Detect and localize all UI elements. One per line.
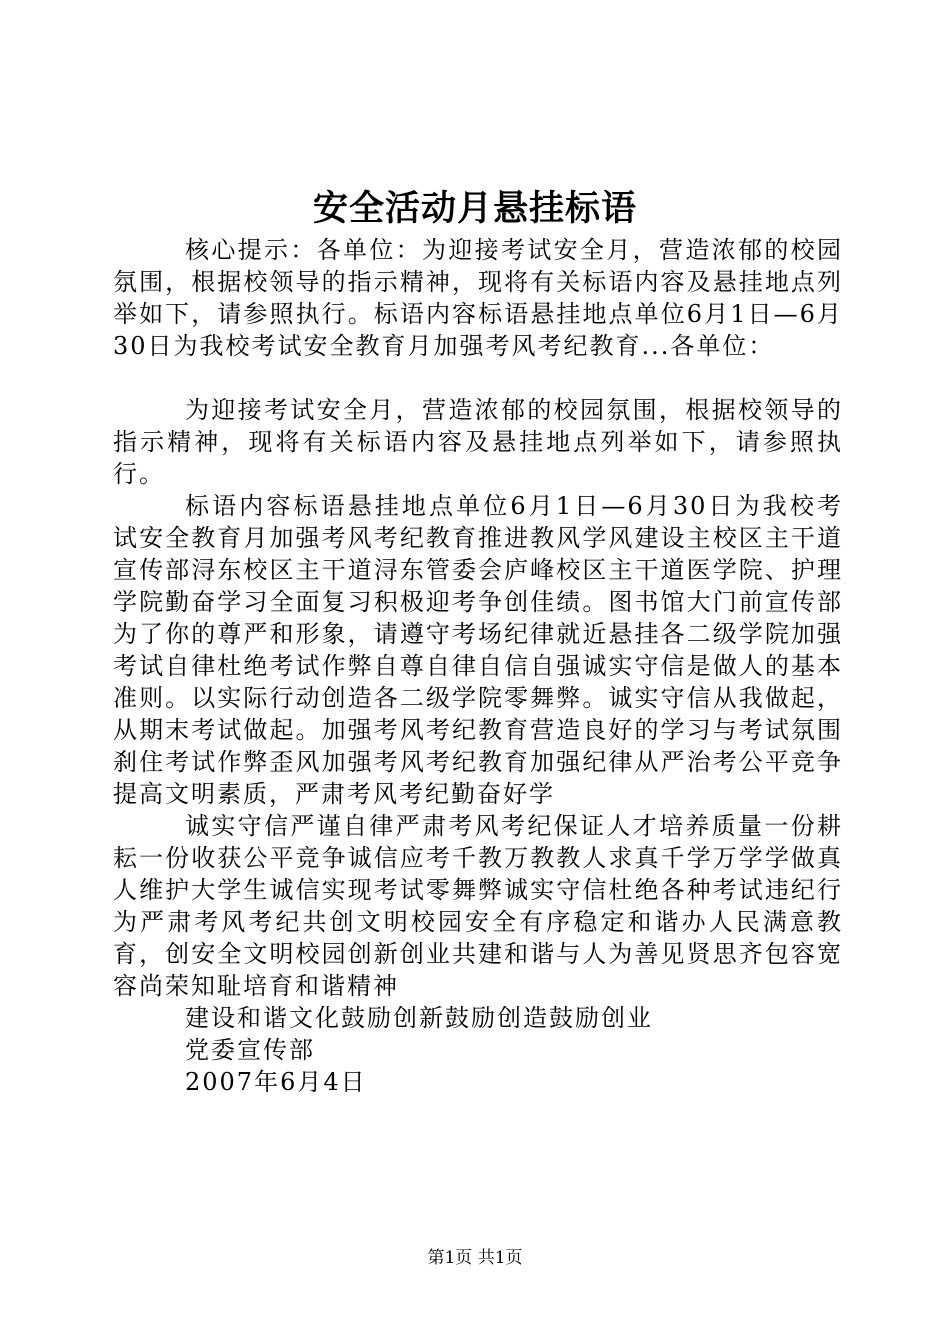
- page-number-footer: 第1页 共1页: [427, 1248, 523, 1268]
- document-body: [113, 234, 843, 1098]
- document-title: 安全活动月悬挂标语: [312, 188, 637, 229]
- intro-paragraph: 为迎接考试安全月，营造浓郁的校园氛围，根据校领导的指示精神，现将有关标语内容及悬挂地点列举如下，请参照执行。: [113, 396, 843, 488]
- slogan-location-paragraph: 标语内容标语悬挂地点单位6月1日—6月30日为我校考试安全教育月加强考风考纪教育推进教风学风建设主校区主干道宣传部浔东校区主干道浔东管委会庐峰校区主干道医学院、护理学院勤奋学习全面复习积极迎考争创佳绩。图书馆大门前宣传部为了你的尊严和形象，请遵守考场纪律就近悬挂各二级学院加强考试自律杜绝考试作弊自尊自律自信自强诚实守信是做人的基本准则。以实际行动创造各二级学院零舞弊。诚实守信从我做起，从期末考试做起。加强考风考纪教育营造良好的学习与考试氛围刹住考试作弊歪风加强考风考纪教育加强纪律从严治考公平竞争提高文明素质，严肃考风考纪勤奋好学: [113, 492, 843, 808]
- culture-slogan-line: 建设和谐文化鼓励创新鼓励创造鼓励创业: [185, 1004, 653, 1032]
- issuer-line: 党委宣传部: [185, 1036, 315, 1064]
- date-line: 2007年6月4日: [185, 1068, 367, 1096]
- summary-paragraph: 核心提示：各单位：为迎接考试安全月，营造浓郁的校园氛围，根据校领导的指示精神，现将有关标语内容及悬挂地点列举如下，请参照执行。标语内容标语悬挂地点单位6月1日—6月30日为我校考试安全教育月加强考风考纪教育...各单位：: [113, 236, 843, 360]
- slogan-list-paragraph: 诚实守信严谨自律严肃考风考纪保证人才培养质量一份耕耘一份收获公平竞争诚信应考千教万教教人求真千学万学学做真人维护大学生诚信实现考试零舞弊诚实守信杜绝各种考试违纪行为严肃考风考纪共创文明校园安全有序稳定和谐办人民满意教育，创安全文明校园创新创业共建和谐与人为善见贤思齐包容宽容尚荣知耻培育和谐精神: [113, 812, 843, 1000]
